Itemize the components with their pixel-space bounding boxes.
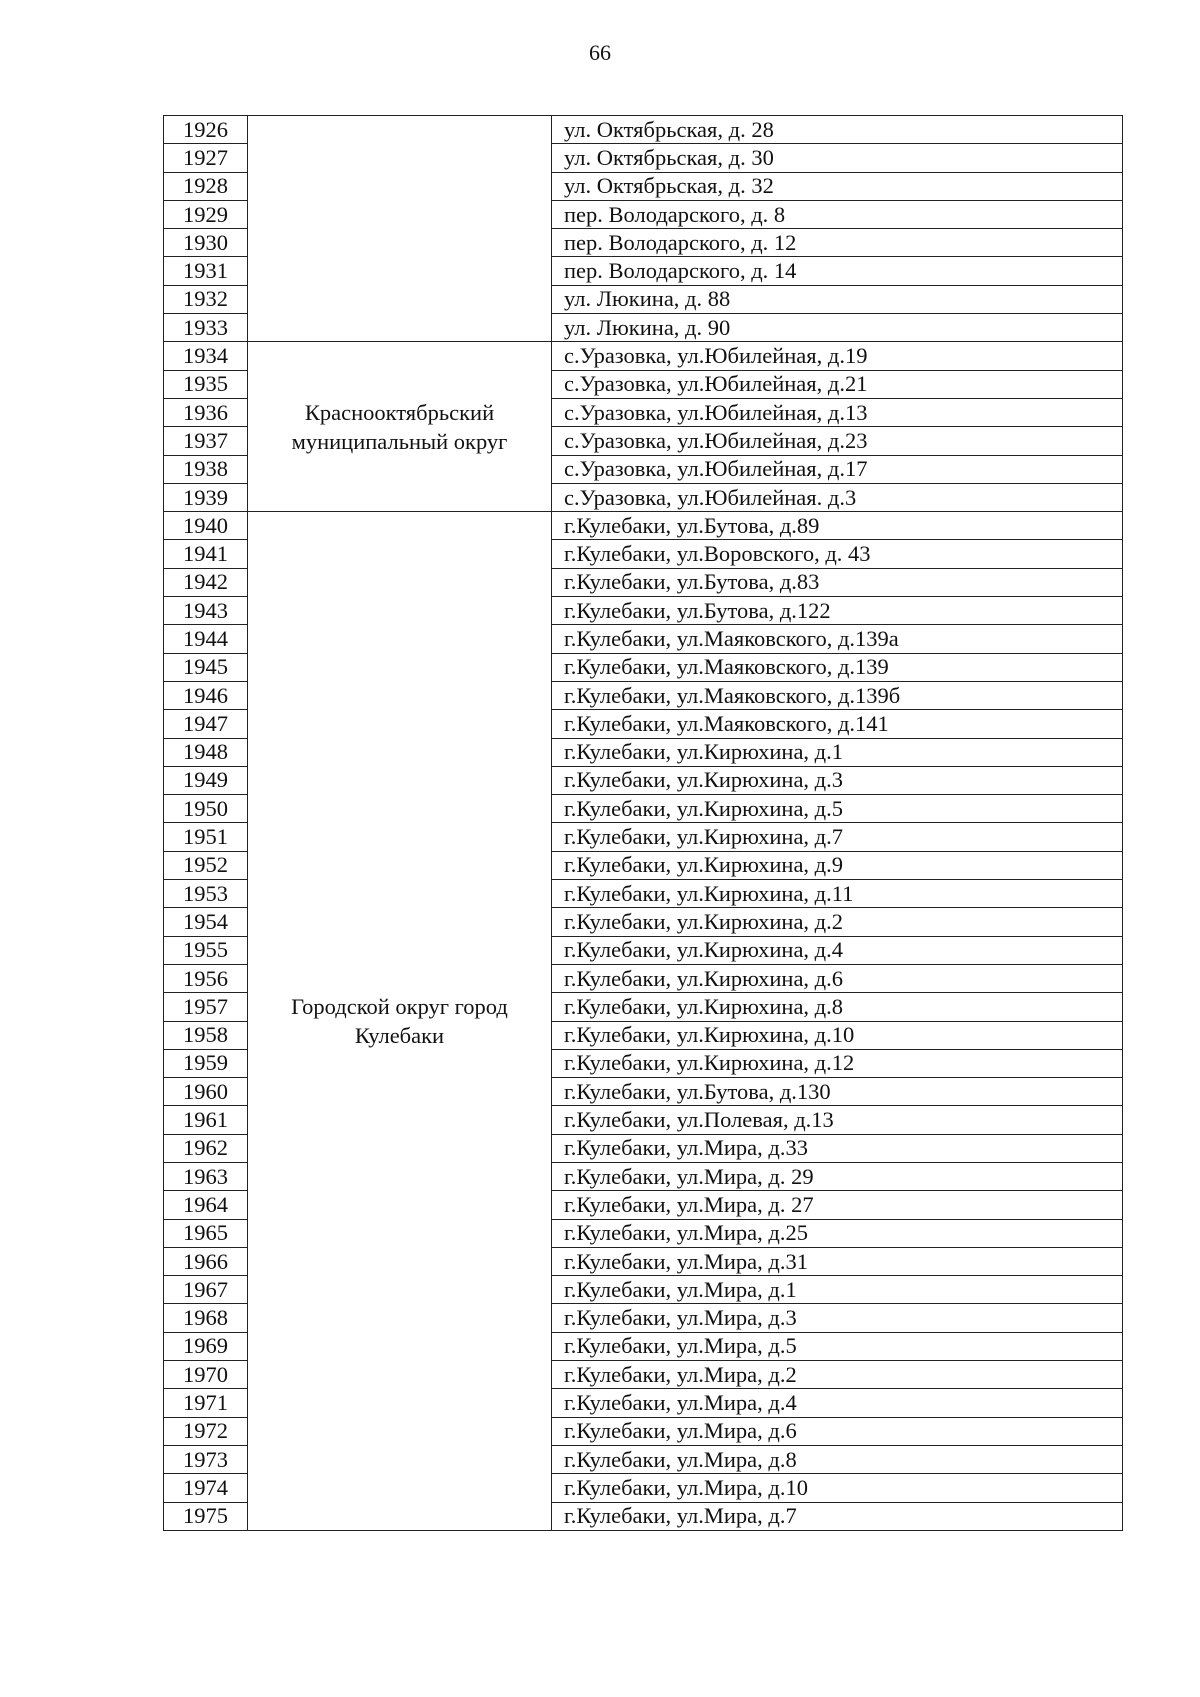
address-cell: с.Уразовка, ул.Юбилейная, д.21 [552,370,1123,398]
row-number: 1945 [164,653,248,681]
row-number: 1931 [164,257,248,285]
address-cell: ул. Октябрьская, д. 32 [552,172,1123,200]
address-cell: г.Кулебаки, ул.Мира, д.25 [552,1219,1123,1247]
address-cell: ул. Люкина, д. 88 [552,285,1123,313]
address-cell: г.Кулебаки, ул.Мира, д.8 [552,1445,1123,1473]
address-cell: пер. Володарского, д. 8 [552,200,1123,228]
row-number: 1950 [164,795,248,823]
address-cell: г.Кулебаки, ул.Мира, д.3 [552,1304,1123,1332]
row-number: 1970 [164,1361,248,1389]
address-cell: ул. Октябрьская, д. 30 [552,144,1123,172]
row-number: 1926 [164,116,248,144]
row-number: 1969 [164,1332,248,1360]
district-cell [248,116,552,342]
address-cell: г.Кулебаки, ул.Кирюхина, д.6 [552,964,1123,992]
row-number: 1973 [164,1445,248,1473]
address-cell: г.Кулебаки, ул.Мира, д. 27 [552,1191,1123,1219]
row-number: 1961 [164,1106,248,1134]
address-cell: с.Уразовка, ул.Юбилейная, д.23 [552,427,1123,455]
address-table-body [164,116,1123,1531]
row-number: 1938 [164,455,248,483]
row-number: 1975 [164,1502,248,1530]
row-number: 1937 [164,427,248,455]
address-cell: с.Уразовка, ул.Юбилейная, д.13 [552,398,1123,426]
row-number: 1955 [164,936,248,964]
address-cell: г.Кулебаки, ул.Кирюхина, д.9 [552,851,1123,879]
address-cell: г.Кулебаки, ул.Мира, д.2 [552,1361,1123,1389]
row-number: 1964 [164,1191,248,1219]
address-cell: с.Уразовка, ул.Юбилейная, д.19 [552,342,1123,370]
address-cell: г.Кулебаки, ул.Маяковского, д.139б [552,681,1123,709]
row-number: 1930 [164,229,248,257]
row-number: 1953 [164,880,248,908]
row-number: 1943 [164,597,248,625]
row-number: 1929 [164,200,248,228]
row-number: 1932 [164,285,248,313]
row-number: 1939 [164,483,248,511]
address-cell: г.Кулебаки, ул.Маяковского, д.139 [552,653,1123,681]
address-cell: г.Кулебаки, ул.Кирюхина, д.8 [552,993,1123,1021]
address-cell: г.Кулебаки, ул.Бутова, д.122 [552,597,1123,625]
address-cell: г.Кулебаки, ул.Воровского, д. 43 [552,540,1123,568]
address-cell: г.Кулебаки, ул.Бутова, д.83 [552,568,1123,596]
row-number: 1966 [164,1247,248,1275]
row-number: 1972 [164,1417,248,1445]
address-cell: г.Кулебаки, ул.Бутова, д.89 [552,512,1123,540]
address-cell: г.Кулебаки, ул.Мира, д.33 [552,1134,1123,1162]
row-number: 1958 [164,1021,248,1049]
address-cell: г.Кулебаки, ул.Мира, д.7 [552,1502,1123,1530]
table-row [164,512,1123,540]
row-number: 1942 [164,568,248,596]
address-cell: г.Кулебаки, ул.Кирюхина, д.3 [552,766,1123,794]
row-number: 1940 [164,512,248,540]
address-cell: пер. Володарского, д. 12 [552,229,1123,257]
district-cell: Городской округ город Кулебаки [248,512,552,1531]
row-number: 1948 [164,738,248,766]
page-number: 66 [589,40,611,65]
address-cell: г.Кулебаки, ул.Кирюхина, д.12 [552,1049,1123,1077]
row-number: 1968 [164,1304,248,1332]
address-cell: г.Кулебаки, ул.Мира, д.5 [552,1332,1123,1360]
address-cell: г.Кулебаки, ул.Мира, д.4 [552,1389,1123,1417]
row-number: 1959 [164,1049,248,1077]
row-number: 1951 [164,823,248,851]
row-number: 1974 [164,1474,248,1502]
row-number: 1952 [164,851,248,879]
row-number: 1954 [164,908,248,936]
address-cell: г.Кулебаки, ул.Маяковского, д.141 [552,710,1123,738]
address-cell: г.Кулебаки, ул.Полевая, д.13 [552,1106,1123,1134]
row-number: 1962 [164,1134,248,1162]
row-number: 1928 [164,172,248,200]
address-cell: с.Уразовка, ул.Юбилейная. д.3 [552,483,1123,511]
row-number: 1956 [164,964,248,992]
row-number: 1927 [164,144,248,172]
address-cell: г.Кулебаки, ул.Маяковского, д.139а [552,625,1123,653]
address-cell: г.Кулебаки, ул.Кирюхина, д.10 [552,1021,1123,1049]
address-cell: с.Уразовка, ул.Юбилейная, д.17 [552,455,1123,483]
address-cell: г.Кулебаки, ул.Бутова, д.130 [552,1078,1123,1106]
row-number: 1934 [164,342,248,370]
address-cell: г.Кулебаки, ул.Кирюхина, д.5 [552,795,1123,823]
row-number: 1963 [164,1162,248,1190]
row-number: 1957 [164,993,248,1021]
address-cell: г.Кулебаки, ул.Мира, д.31 [552,1247,1123,1275]
row-number: 1947 [164,710,248,738]
row-number: 1941 [164,540,248,568]
address-cell: ул. Октябрьская, д. 28 [552,116,1123,144]
table-row [164,116,1123,144]
address-cell: пер. Володарского, д. 14 [552,257,1123,285]
row-number: 1949 [164,766,248,794]
row-number: 1946 [164,681,248,709]
row-number: 1971 [164,1389,248,1417]
address-cell: г.Кулебаки, ул.Кирюхина, д.4 [552,936,1123,964]
address-cell: г.Кулебаки, ул.Кирюхина, д.11 [552,880,1123,908]
address-table [163,115,1123,1531]
table-row [164,342,1123,370]
address-cell: г.Кулебаки, ул.Кирюхина, д.1 [552,738,1123,766]
row-number: 1967 [164,1276,248,1304]
address-cell: г.Кулебаки, ул.Мира, д.6 [552,1417,1123,1445]
row-number: 1936 [164,398,248,426]
row-number: 1965 [164,1219,248,1247]
address-cell: г.Кулебаки, ул.Кирюхина, д.2 [552,908,1123,936]
row-number: 1933 [164,314,248,342]
row-number: 1935 [164,370,248,398]
address-cell: г.Кулебаки, ул.Мира, д.1 [552,1276,1123,1304]
address-cell: г.Кулебаки, ул.Мира, д. 29 [552,1162,1123,1190]
row-number: 1960 [164,1078,248,1106]
district-cell: Краснооктябрьский муниципальный округ [248,342,552,512]
address-cell: г.Кулебаки, ул.Кирюхина, д.7 [552,823,1123,851]
address-cell: ул. Люкина, д. 90 [552,314,1123,342]
address-cell: г.Кулебаки, ул.Мира, д.10 [552,1474,1123,1502]
row-number: 1944 [164,625,248,653]
